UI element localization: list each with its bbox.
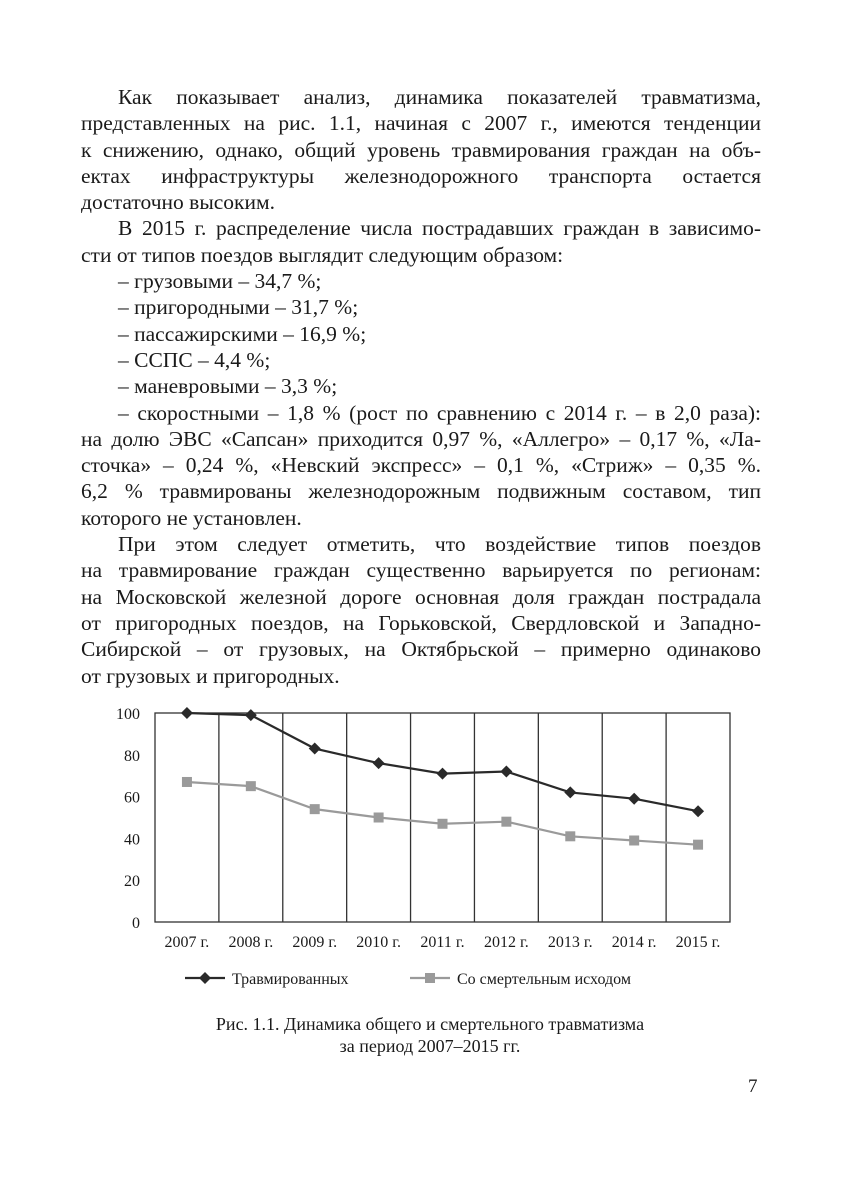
injury-dynamics-chart [100, 700, 750, 1000]
page-number: 7 [748, 1076, 758, 1097]
data-point [437, 768, 449, 780]
text-line: на долю ЭВС «Сапсан» приходится 0,97 %, «Аллегро» – 0,17 %, «Ла- [81, 426, 761, 451]
x-tick-label: 2010 г. [356, 934, 401, 951]
data-point [500, 766, 512, 778]
text-line: к снижению, однако, общий уровень травмирования граждан на объ- [81, 137, 761, 162]
figure-caption [100, 1013, 760, 1057]
y-tick-label: 100 [116, 706, 140, 723]
text-line: ектах инфраструктуры железнодорожного транспорта остается [81, 163, 761, 188]
series-line [187, 713, 698, 811]
text-line: – пригородными – 31,7 %; [118, 295, 359, 320]
caption-line-2: за период 2007–2015 гг. [339, 1036, 521, 1056]
plot-frame [155, 713, 730, 922]
text-line: – маневровыми – 3,3 %; [118, 374, 338, 399]
body-text [81, 84, 761, 689]
text-line: на Московской железной дороге основная доля граждан пострадала [81, 584, 761, 609]
series-line [187, 782, 698, 845]
text-line: При этом следует отметить, что воздействие типов поездов [118, 532, 761, 557]
x-tick-label: 2009 г. [292, 934, 338, 951]
data-point [245, 709, 257, 721]
data-point [246, 781, 256, 791]
text-line: – скоростными – 1,8 % (рост по сравнению с 2014 г. – в 2,0 раза): [118, 400, 761, 425]
data-point [565, 831, 575, 841]
x-tick-label: 2007 г. [164, 934, 210, 951]
text-line: Сибирской – от грузовых, на Октябрьской – примерно одинаково [81, 637, 761, 662]
x-tick-label: 2012 г. [484, 934, 529, 951]
text-line: сточка» – 0,24 %, «Невский экспресс» – 0,1 %, «Стриж» – 0,35 %. [81, 453, 761, 478]
data-point [564, 786, 576, 798]
data-point [693, 840, 703, 850]
data-point [182, 777, 192, 787]
legend-marker [425, 973, 435, 983]
y-tick-label: 80 [124, 747, 140, 765]
data-point [374, 813, 384, 823]
text-line: 6,2 % травмированы железнодорожным подвижным составом, тип [81, 479, 761, 504]
data-point [628, 793, 640, 805]
data-point [629, 835, 639, 845]
y-tick-label: 60 [124, 789, 140, 807]
x-tick-label: 2008 г. [228, 934, 274, 951]
data-point [181, 707, 193, 719]
text-line: от пригородных поездов, на Горьковской, Свердловской и Западно- [81, 610, 761, 635]
text-line: – пассажирскими – 16,9 %; [118, 321, 367, 346]
data-point [438, 819, 448, 829]
legend-marker [199, 972, 211, 984]
y-tick-label: 0 [132, 915, 140, 932]
text-line: – ССПС – 4,4 %; [118, 347, 271, 372]
text-line: достаточно высоким. [81, 190, 275, 215]
data-point [309, 743, 321, 755]
text-line: – грузовыми – 34,7 %; [118, 269, 322, 294]
text-line: которого не установлен. [81, 505, 302, 530]
text-line: Как показывает анализ, динамика показателей травматизма, [118, 85, 761, 109]
text-line: В 2015 г. распределение числа пострадавших граждан в зависимо- [118, 216, 761, 241]
text-line: от грузовых и пригородных. [81, 663, 340, 688]
text-line: на травмирование граждан существенно варьируется по регионам: [81, 558, 761, 583]
data-point [310, 804, 320, 814]
caption-line-1: Рис. 1.1. Динамика общего и смертельного травматизма [215, 1014, 645, 1034]
data-point [501, 817, 511, 827]
data-point [692, 805, 704, 817]
x-tick-label: 2013 г. [547, 934, 593, 951]
x-tick-label: 2014 г. [611, 934, 657, 951]
x-tick-label: 2015 г. [675, 934, 721, 951]
x-tick-label: 2011 г. [420, 934, 465, 951]
text-line: сти от типов поездов выглядит следующим образом: [81, 242, 564, 267]
legend-label: Со смертельным исходом [457, 971, 631, 988]
y-tick-label: 20 [124, 873, 140, 891]
text-line: представленных на рис. 1.1, начиная с 2007 г., имеются тенденции [81, 111, 761, 136]
data-point [373, 757, 385, 769]
y-tick-label: 40 [124, 831, 140, 849]
legend-label: Травмированных [232, 971, 349, 988]
